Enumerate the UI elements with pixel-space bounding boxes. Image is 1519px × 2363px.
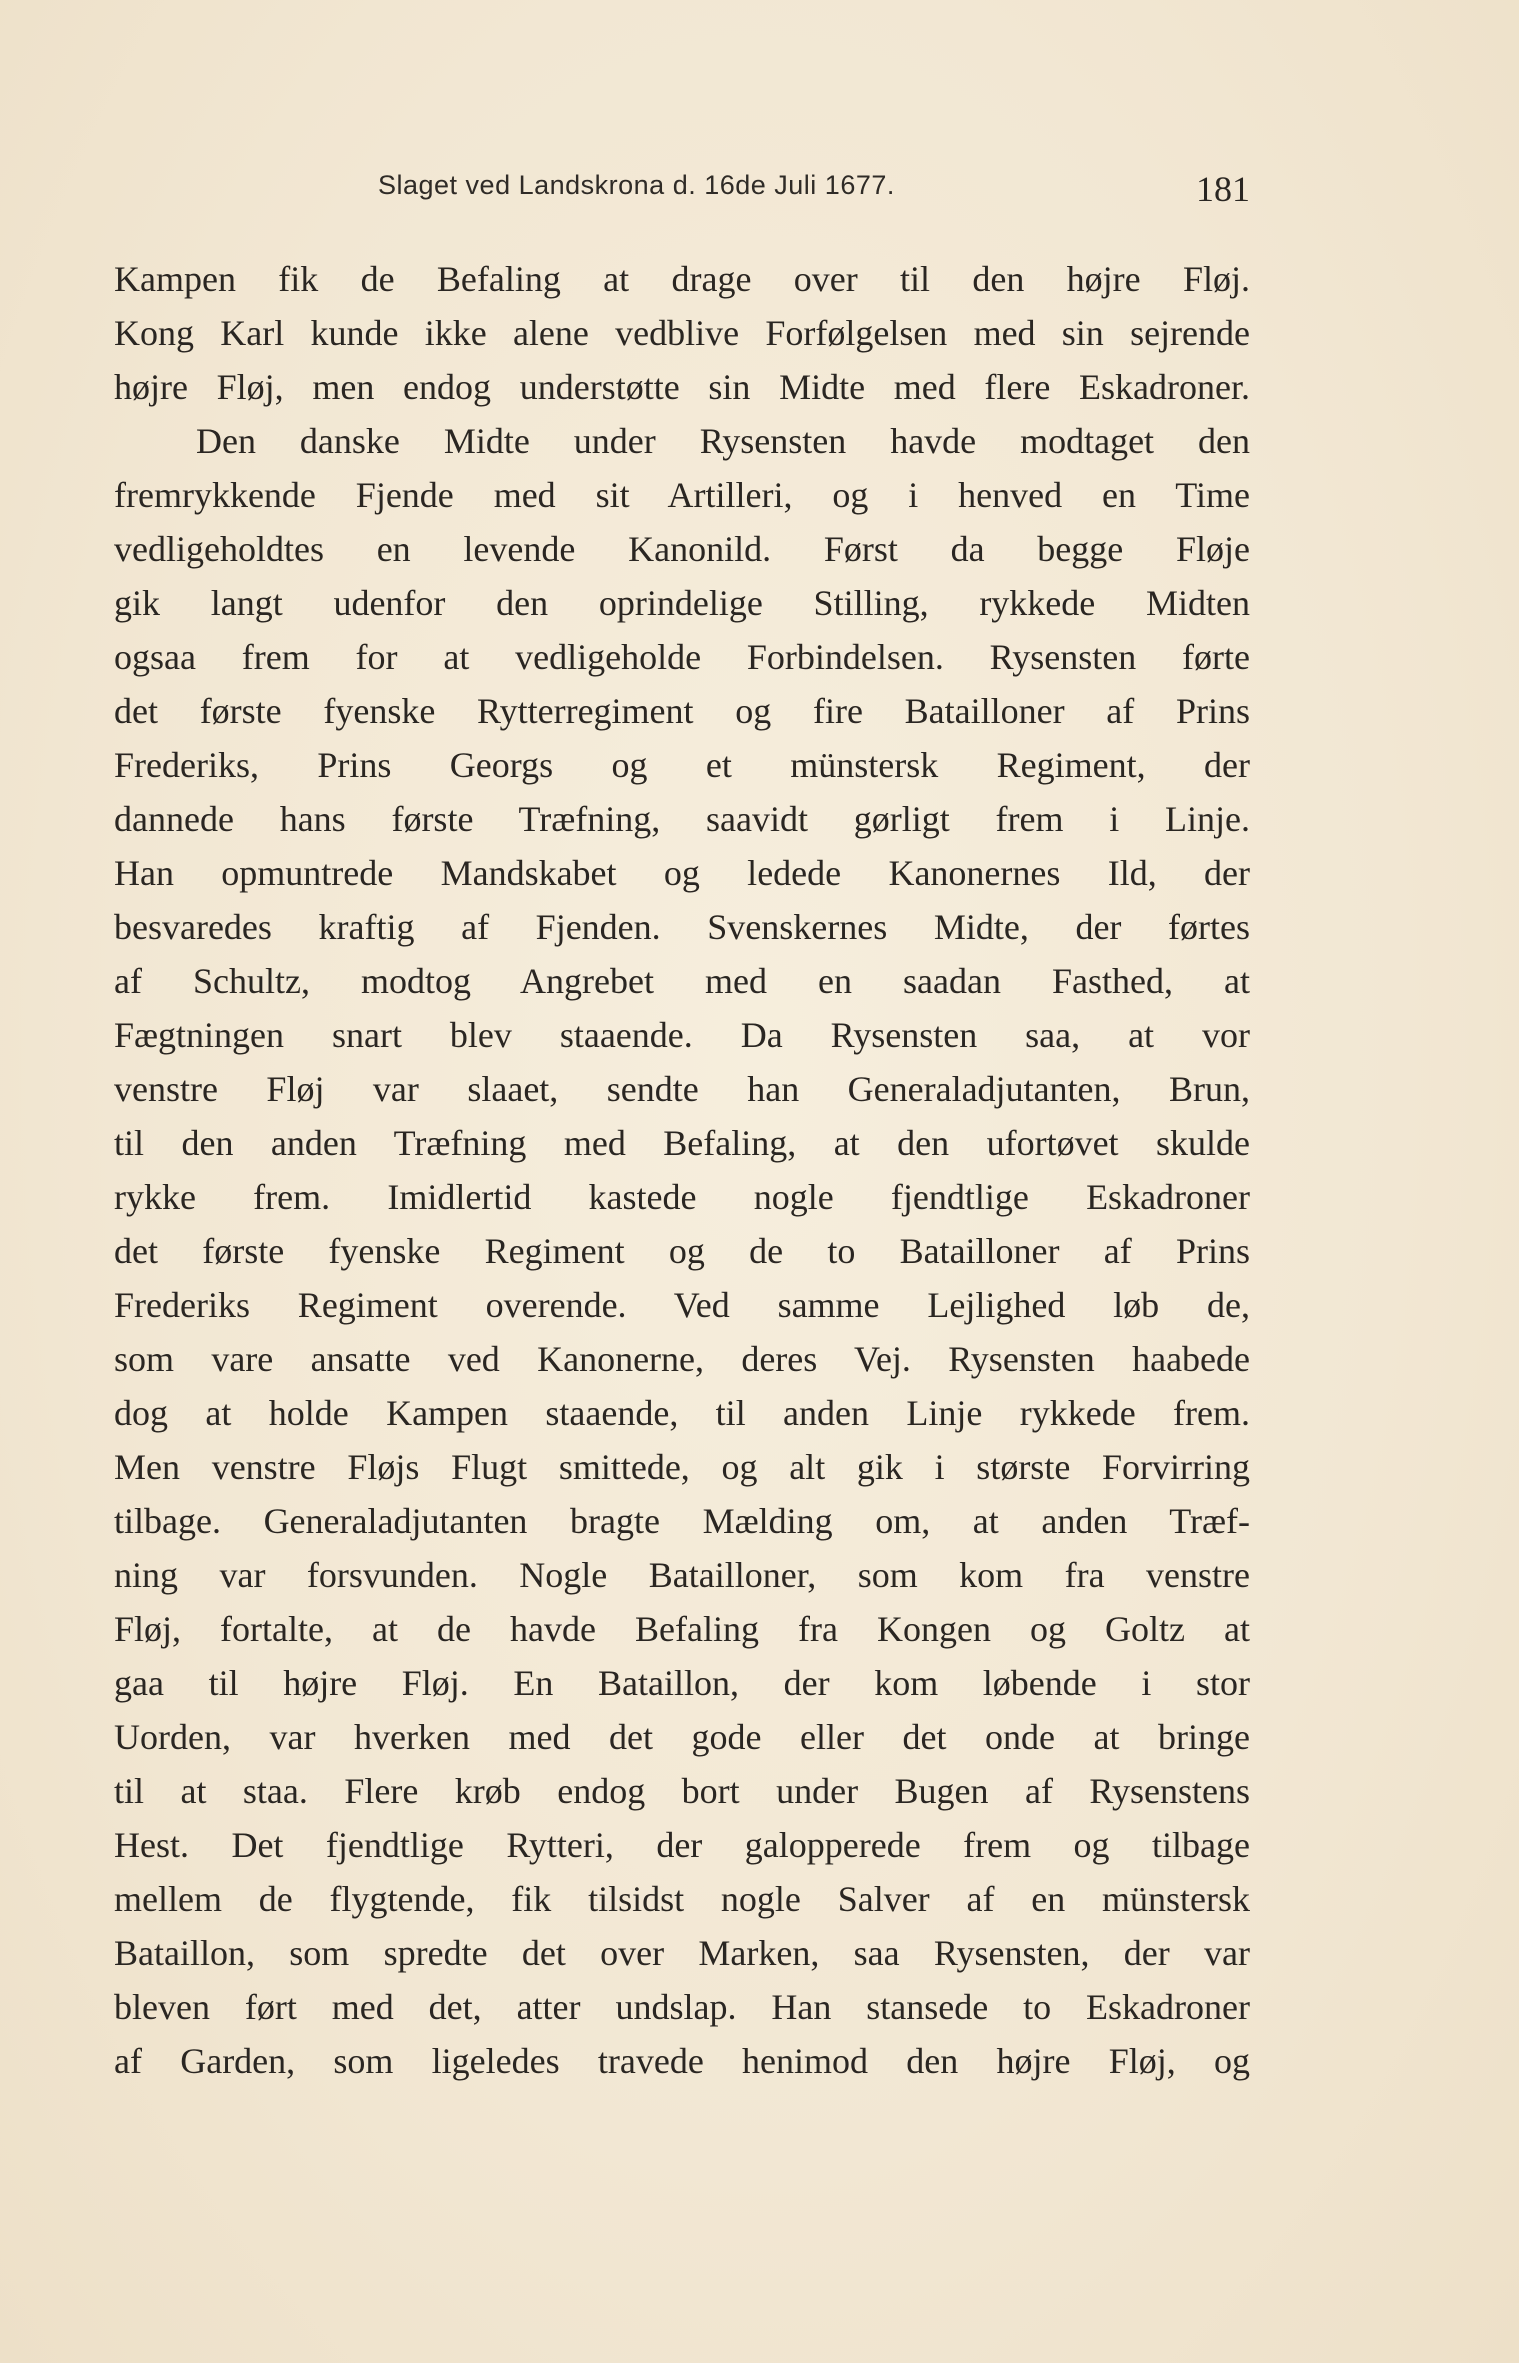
text-line: Han opmuntrede Mandskabet og ledede Kanonernes Ild, der (114, 853, 1250, 893)
text-line: tilbage. Generaladjutanten bragte Mælding om, at anden Træf- (114, 1501, 1250, 1541)
text-line: Fløj, fortalte, at de havde Befaling fra Kongen og Goltz at (114, 1609, 1250, 1649)
page-number: 181 (1196, 169, 1250, 209)
text-line: Kong Karl kunde ikke alene vedblive Forfølgelsen med sin sejrende (114, 313, 1250, 353)
text-line: fremrykkende Fjende med sit Artilleri, og i henved en Time (114, 475, 1250, 515)
text-line: det første fyenske Regiment og de to Batailloner af Prins (114, 1231, 1250, 1271)
text-line: det første fyenske Rytterregiment og fire Batailloner af Prins (114, 691, 1250, 731)
text-line: venstre Fløj var slaaet, sendte han Generaladjutanten, Brun, (114, 1069, 1250, 1109)
text-line: Kampen fik de Befaling at drage over til den højre Fløj. (114, 259, 1250, 299)
text-line: af Schultz, modtog Angrebet med en saadan Fasthed, at (114, 961, 1250, 1001)
text-line: mellem de flygtende, fik tilsidst nogle Salver af en münstersk (114, 1879, 1250, 1919)
text-line: rykke frem. Imidlertid kastede nogle fjendtlige Eskadroner (114, 1177, 1250, 1217)
text-line: til at staa. Flere krøb endog bort under Bugen af Rysenstens (114, 1771, 1250, 1811)
text-line: ning var forsvunden. Nogle Batailloner, som kom fra venstre (114, 1555, 1250, 1595)
text-line: Uorden, var hverken med det gode eller det onde at bringe (114, 1717, 1250, 1757)
text-line: Men venstre Fløjs Flugt smittede, og alt gik i største Forvirring (114, 1447, 1250, 1487)
text-line: Hest. Det fjendtlige Rytteri, der galopperede frem og tilbage (114, 1825, 1250, 1865)
text-line: Frederiks, Prins Georgs og et münstersk Regiment, der (114, 745, 1250, 785)
text-line: af Garden, som ligeledes travede henimod den højre Fløj, og (114, 2041, 1250, 2081)
body-text (114, 252, 1250, 2088)
text-line: Bataillon, som spredte det over Marken, saa Rysensten, der var (114, 1933, 1250, 1973)
text-line: ogsaa frem for at vedligeholde Forbindelsen. Rysensten førte (114, 637, 1250, 677)
text-line: gaa til højre Fløj. En Bataillon, der kom løbende i stor (114, 1663, 1250, 1703)
text-line: højre Fløj, men endog understøtte sin Midte med flere Eskadroner. (114, 367, 1250, 407)
text-line: Frederiks Regiment overende. Ved samme Lejlighed løb de, (114, 1285, 1250, 1325)
running-title: Slaget ved Landskrona d. 16de Juli 1677. (378, 170, 895, 200)
text-line: gik langt udenfor den oprindelige Stilling, rykkede Midten (114, 583, 1250, 623)
running-head (114, 168, 1250, 218)
text-line: besvaredes kraftig af Fjenden. Svenskernes Midte, der førtes (114, 907, 1250, 947)
text-line: som vare ansatte ved Kanonerne, deres Vej. Rysensten haabede (114, 1339, 1250, 1379)
text-line: vedligeholdtes en levende Kanonild. Først da begge Fløje (114, 529, 1250, 569)
paragraph-start-line: Den danske Midte under Rysensten havde modtaget den (196, 421, 1250, 461)
text-line: til den anden Træfning med Befaling, at den ufortøvet skulde (114, 1123, 1250, 1163)
text-line: bleven ført med det, atter undslap. Han stansede to Eskadroner (114, 1987, 1250, 2027)
text-line: dannede hans første Træfning, saavidt gørligt frem i Linje. (114, 799, 1250, 839)
text-line: dog at holde Kampen staaende, til anden Linje rykkede frem. (114, 1393, 1250, 1433)
text-line: Fægtningen snart blev staaende. Da Rysensten saa, at vor (114, 1015, 1250, 1055)
